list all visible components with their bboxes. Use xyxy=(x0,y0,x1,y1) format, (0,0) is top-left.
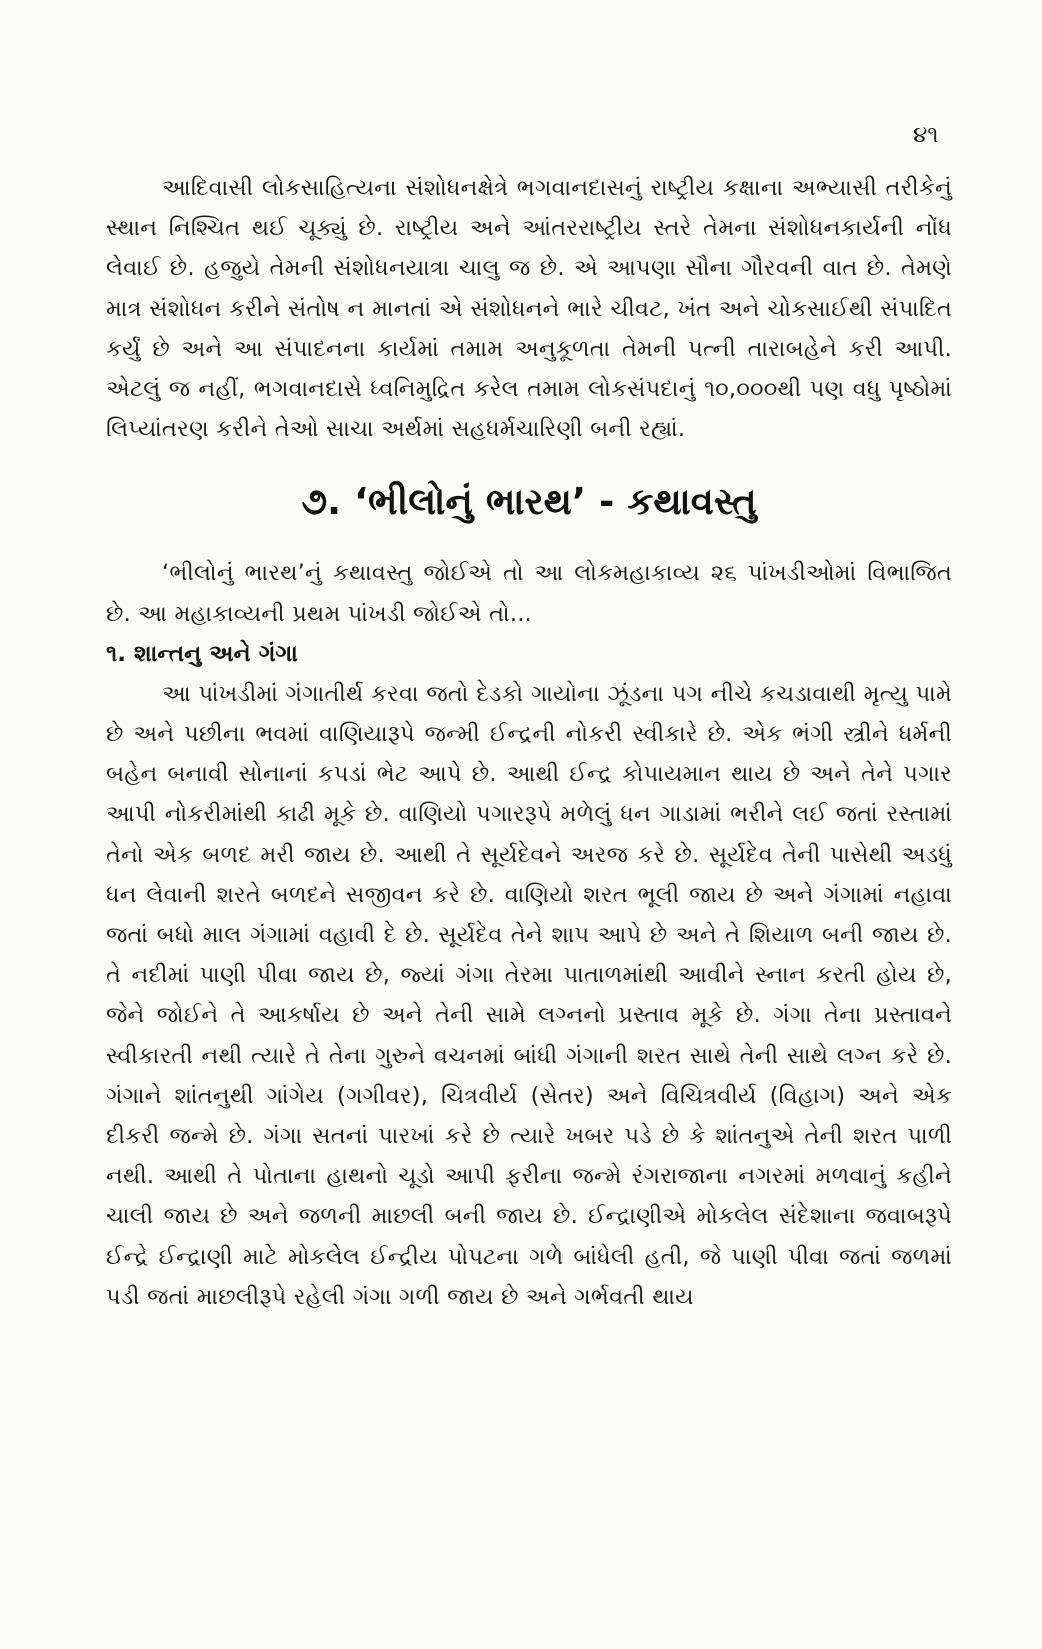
chapter-intro-paragraph: ‘ભીલોનું ભારથ’નું કથાવસ્તુ જોઈએ તો આ લોકમહાકાવ્ય ૨૬ પાંખડીઓમાં વિભાજિત છે. આ મહાકાવ્યની પ્રથમ પાંખડી જોઈએ તો... xyxy=(106,560,952,627)
section-paragraph: આ પાંખડીમાં ગંગાતીર્થ કરવા જતો દેડકો ગાયોના ઝૂંડના પગ નીચે કચડાવાથી મૃત્યુ પામે છે અને પછીના ભવમાં વાણિયારૂપે જન્મી ઈન્દ્રની નોકરી સ્વીકારે છે. એક ભંગી સ્ત્રીને ધર્મની બહેન બનાવી સોનાનાં કપડાં ભેટ આપે છે. આથી ઈન્દ્ર કોપાયમાન થાય છે અને તેને પગાર આપી નોકરીમાંથી કાઢી મૂકે છે. વાણિયો પગારરૂપે મળેલું ધન ગાડામાં ભરીને લઈ જતાં રસ્તામાં તેનો એક બળદ મરી જાય છે. આથી તે સૂર્યદેવને અરજ કરે છે. સૂર્યદેવ તેની પાસેથી અડધું ધન લેવાની શરતે બળદને સજીવન કરે છે. વાણિયો શરત ભૂલી જાય છે અને ગંગામાં નહાવા જતાં બધો માલ ગંગામાં વહાવી દે છે. સૂર્યદેવ તેને શાપ આપે છે અને તે શિયાળ બની જાય છે. તે નદીમાં પાણી પીવા જાય છે, જ્યાં ગંગા તેરમા પાતાળમાંથી આવીને સ્નાન કરતી હોય છે, જેને જોઈને તે આકર્ષાય છે અને તેની સામે લગ્નનો પ્રસ્તાવ મૂકે છે. ગંગા તેના પ્રસ્તાવને સ્વીકારતી નથી ત્યારે તે તેના ગુરુને વચનમાં બાંધી ગંગાની શરત સાથે તેની સાથે લગ્ન કરે છે. ગંગાને શાંતનુથી ગાંગેય (ગગીવર), ચિત્રવીર્ય (સેતર) અને વિચિત્રવીર્ય (વિહાગ) અને એક દીકરી જન્મે છે. ગંગા સતનાં પારખાં કરે છે ત્યારે ખબર પડે છે કે શાંતનુએ તેની શરત પાળી નથી. આથી તે પોતાના હાથનો ચૂડો આપી ફરીના જન્મે રંગરાજાના નગરમાં મળવાનું કહીને ચાલી જાય છે અને જળની માછલી બની જાય છે. ઈન્દ્રાણીએ મોકલેલ સંદેશાના જવાબરૂપે ઈન્દ્રે ઈન્દ્રાણી માટે મોકલેલ ઈન્દ્રીય પોપટના ગળે બાંધેલી હતી, જે પાણી પીવા જતાં જળમાં પડી જતાં માછલીરૂપે રહેલી ગંગા ગળી જાય છે અને ગર્ભવતી થાય xyxy=(106,680,952,1310)
page-number: ૪૧ xyxy=(913,122,939,148)
page-content xyxy=(106,168,952,1317)
intro-paragraph: આદિવાસી લોકસાહિત્યના સંશોધનક્ષેત્રે ભગવાનદાસનું રાષ્ટ્રીય કક્ષાના અભ્યાસી તરીકેનું સ્થાન નિશ્ચિત થઈ ચૂક્યું છે. રાષ્ટ્રીય અને આંતરરાષ્ટ્રીય સ્તરે તેમના સંશોધનકાર્યની નોંધ લેવાઈ છે. હજુયે તેમની સંશોધનયાત્રા ચાલુ જ છે. એ આપણા સૌના ગૌરવની વાત છે. તેમણે માત્ર સંશોધન કરીને સંતોષ ન માનતાં એ સંશોધનને ભારે ચીવટ, ખંત અને ચોકસાઈથી સંપાદિત કર્યું છે અને આ સંપાદનના કાર્યમાં તમામ અનુકૂળતા તેમની પત્ની તારાબહેને કરી આપી. એટલું જ નહીં, ભગવાનદાસે ધ્વનિમુદ્રિત કરેલ તમામ લોકસંપદાનું ૧૦,૦૦૦થી પણ વધુ પૃષ્ઠોમાં લિપ્યાંતરણ કરીને તેઓ સાચા અર્થમાં સહધર્મચારિણી બની રહ્યાં. xyxy=(106,175,952,443)
section-heading: ૧. શાન્તનુ અને ગંગા xyxy=(106,640,298,667)
chapter-title: ૭. ‘ભીલોનું ભારથ’ - કથાવસ્તુ xyxy=(301,480,757,524)
